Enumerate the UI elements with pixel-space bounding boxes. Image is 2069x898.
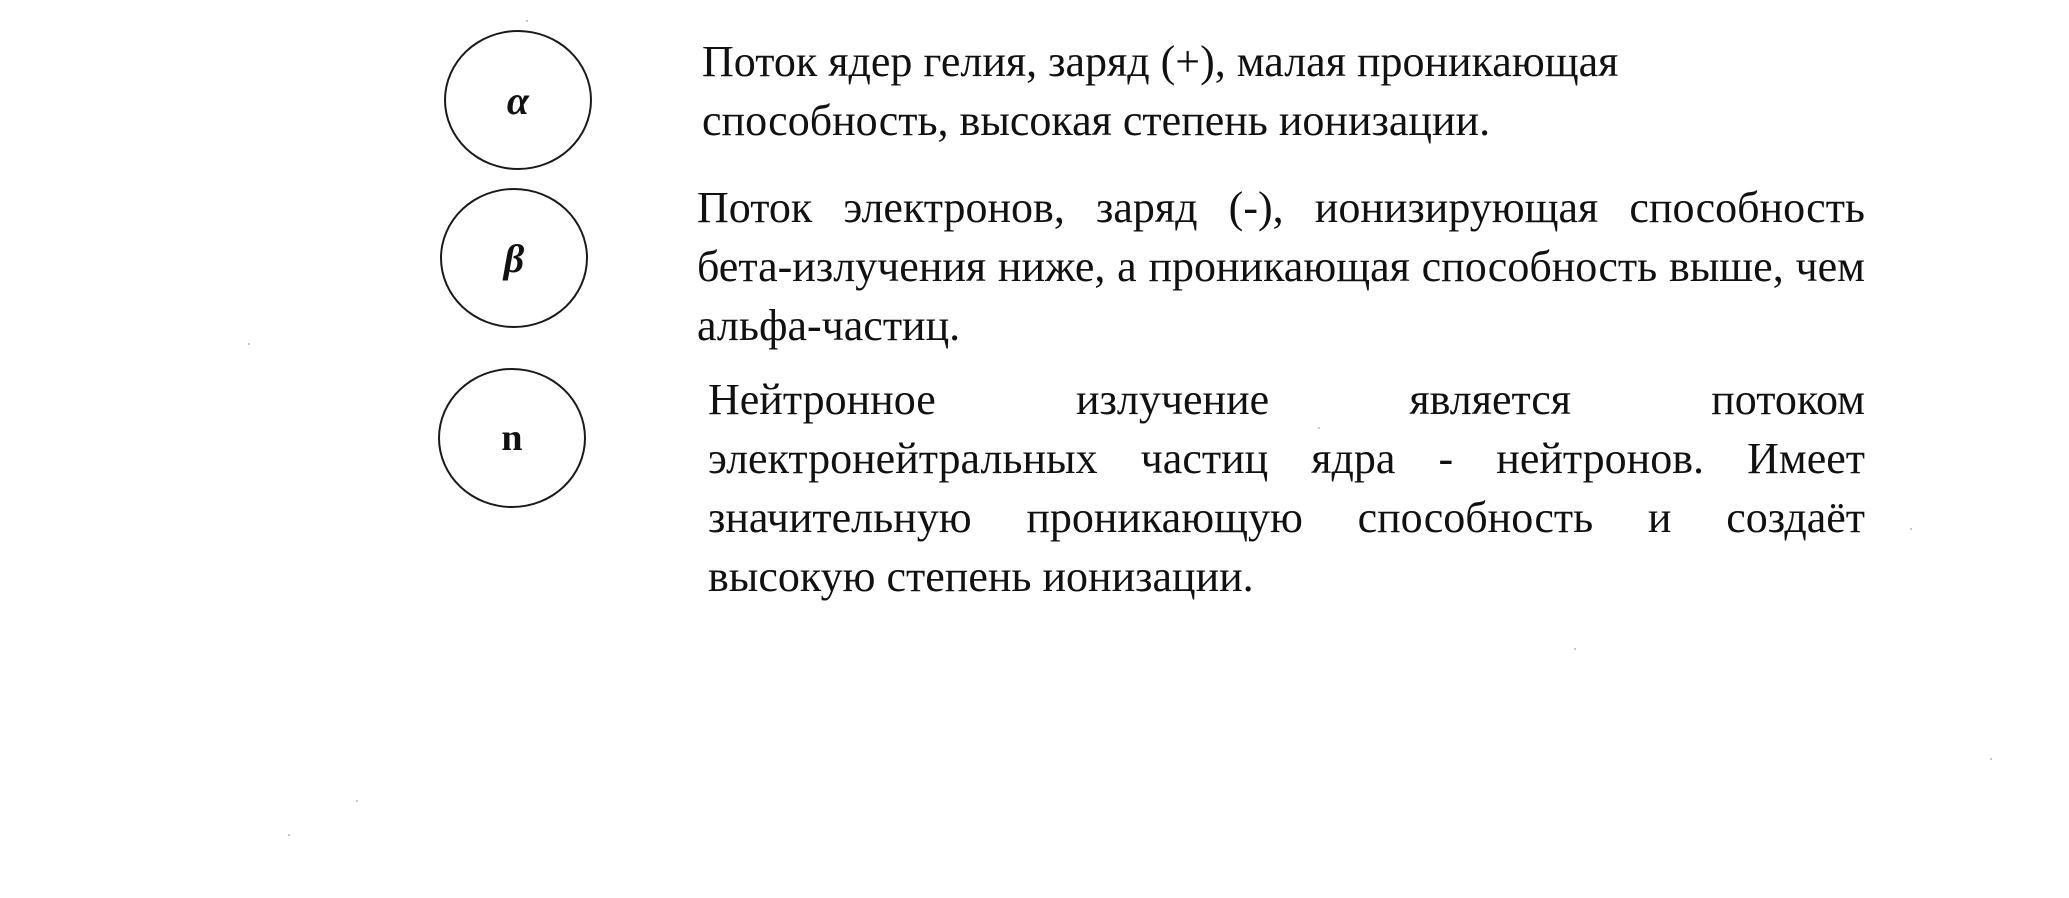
scan-speck xyxy=(356,800,358,802)
neutron-symbol: n xyxy=(501,417,523,459)
scan-speck xyxy=(1574,648,1576,650)
neutron-symbol-circle xyxy=(438,368,586,508)
scan-speck xyxy=(1910,528,1912,530)
scan-speck xyxy=(248,343,250,345)
beta-symbol: β xyxy=(503,235,525,281)
alpha-symbol: α xyxy=(506,77,530,123)
scan-speck xyxy=(526,20,528,22)
scan-speck xyxy=(1318,427,1320,429)
alpha-description: Поток ядер гелия, заряд (+), малая проникающая способность, высокая степень ионизации. xyxy=(702,37,1619,145)
alpha-symbol-circle xyxy=(444,30,592,170)
neutron-description: Нейтронное излучение является потоком электронейтральных частиц ядра - нейтронов. Имеет значительную проникающую способность и создаёт высокую степень ионизации. xyxy=(708,375,1865,601)
scan-speck xyxy=(1990,758,1992,760)
beta-symbol-circle xyxy=(440,188,588,328)
scan-speck xyxy=(288,834,290,836)
beta-description: Поток электронов, заряд (-), ионизирующая способность бета-излучения ниже, а проникающая способность выше, чем альфа-частиц. xyxy=(697,183,1865,350)
